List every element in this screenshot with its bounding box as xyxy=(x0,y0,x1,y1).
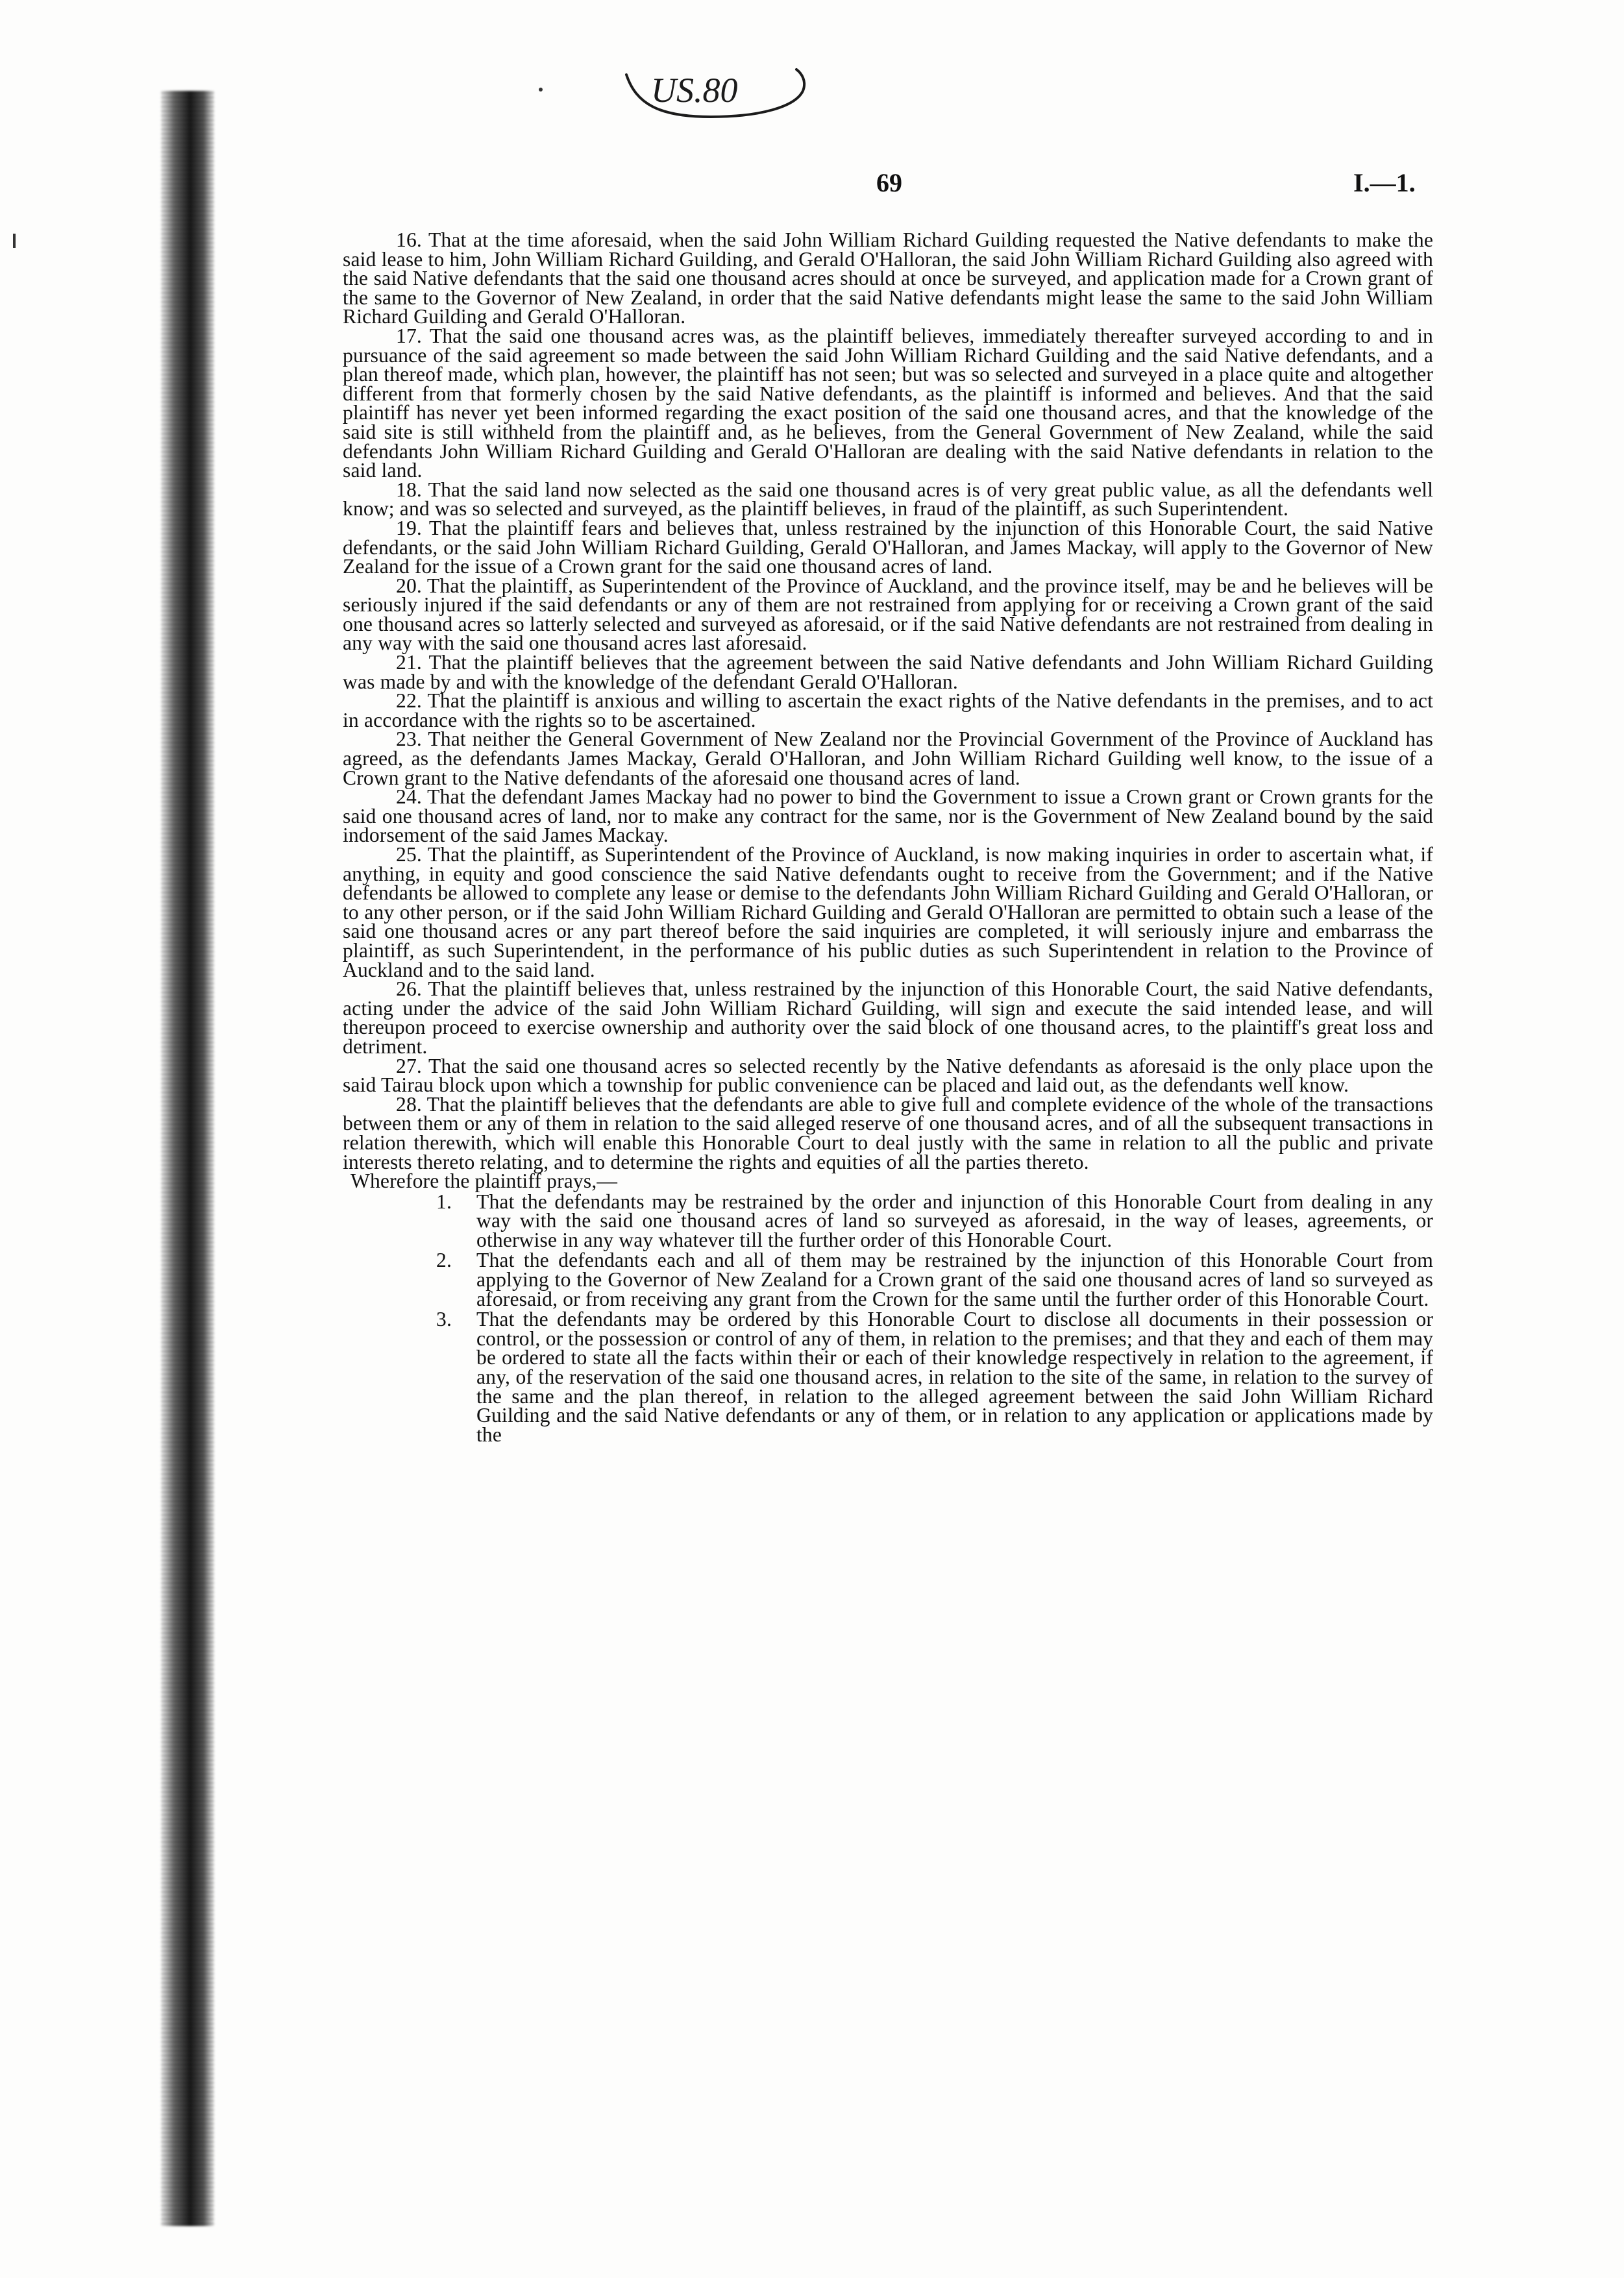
binding-edge-shadow xyxy=(161,91,214,2226)
ink-dot xyxy=(539,88,543,92)
paragraph-27: 27. That the said one thousand acres so selected recently by the Native defendants as aforesaid is the only place upon the said Tairau block upon which a township for public convenience can be placed and laid out, as the defendants well know. xyxy=(343,1054,1433,1097)
prayer-item-number: 1. xyxy=(436,1190,452,1213)
prayer-item-number: 2. xyxy=(436,1249,452,1272)
paragraph-18: 18. That the said land now selected as the said one thousand acres is of very great public value, as all the defendants well know; and was so selected and surveyed, as the plaintiff believes, in fraud of the plaintiff, as such Superintendent. xyxy=(343,478,1433,521)
prayer-item-number: 3. xyxy=(436,1308,452,1331)
paragraph-20: 20. That the plaintiff, as Superintendent of the Province of Auckland, and the province itself, may be and he believes will be seriously injured if the said defendants or any of them are not restrained from applying for or receiving a Crown grant of the said one thousand acres so latterly selected and surveyed as aforesaid, or if the said Native defendants are not restrained from dealing in any way with the said one thousand acres last aforesaid. xyxy=(343,574,1433,655)
document-body xyxy=(343,230,1433,1444)
paragraph-17: 17. That the said one thousand acres was, as the plaintiff believes, immediately thereafter surveyed according to and in pursuance of the said agreement so made between the said John William Richard Guilding and the said Native defendants, and a plan thereof made, which plan, however, the plaintiff has not seen; but was so selected and surveyed in a place quite and altogether different from that formerly chosen by the said Native defendants, as the plaintiff is informed and believes. And that the said plaintiff has never yet been informed regarding the exact position of the said one thousand acres, and that the knowledge of the said site is still withheld from the plaintiff and, as he believes, from the General Government of New Zealand, while the said defendants John William Richard Guilding and Gerald O'Halloran are dealing with the said Native defendants in relation to the said land. xyxy=(343,324,1433,482)
prayer-item-text: That the defendants may be restrained by the order and injunction of this Honorable Court from dealing in any way with the said one thousand acres of land so surveyed as aforesaid, in the way of leases, agreements, or otherwise in any way whatever till the further order of this Honorable Court. xyxy=(476,1190,1433,1251)
paragraph-19: 19. That the plaintiff fears and believes that, unless restrained by the injunction of this Honorable Court, the said Native defendants, or the said John William Richard Guilding, Gerald O'Halloran, and James Mackay, will apply to the Governor of New Zealand for the issue of a Crown grant for the said one thousand acres of land. xyxy=(343,516,1433,578)
handwritten-ref-text: US.80 xyxy=(651,71,738,110)
margin-mark xyxy=(13,234,16,248)
paragraph-25: 25. That the plaintiff, as Superintendent of the Province of Auckland, is now making inquiries in order to ascertain what, if anything, in equity and good conscience the said Native defendants ought to receive from the Government; and if the Native defendants be allowed to complete any lease or demise to the defendants John William Richard Guilding and Gerald O'Halloran, or to any other person, or if the said John William Richard Guilding and Gerald O'Halloran are permitted to obtain such a lease of the said one thousand acres or any part thereof before the said inquiries are completed, it will seriously injure and embarrass the plaintiff, as such Superintendent, in the performance of his public duties as such Superintendent in relation to the Province of Auckland and to the said land. xyxy=(343,843,1433,981)
prayer-item-text: That the defendants each and all of them may be restrained by the injunction of this Honorable Court from applying to the Governor of New Zealand for a Crown grant of the said one thousand acres of land so surveyed as aforesaid, or from receiving any grant from the Crown for the same until the further order of this Honorable Court. xyxy=(476,1249,1433,1310)
paragraph-16: 16. That at the time aforesaid, when the said John William Richard Guilding requested the Native defendants to make the said lease to him, John William Richard Guilding, and Gerald O'Halloran, the said John William Richard Guilding also agreed with the said Native defendants that the said one thousand acres should at once be surveyed, and application made for a Crown grant of the same to the Governor of New Zealand, in order that the said Native defendants might lease the same to the said John William Richard Guilding and Gerald O'Halloran. xyxy=(343,228,1433,328)
page-number: 69 xyxy=(876,168,902,197)
paragraph-21: 21. That the plaintiff believes that the agreement between the said Native defendants and John William Richard Guilding was made by and with the knowledge of the defendant Gerald O'Halloran. xyxy=(343,651,1433,693)
prayer-list xyxy=(343,1192,1433,1445)
prayer-item xyxy=(343,1192,1433,1250)
paragraph-26: 26. That the plaintiff believes that, unless restrained by the injunction of this Honorable Court, the said Native defendants, acting under the advice of the said John William Richard Guilding, will sign and execute the said intended lease, and will thereupon proceed to exercise ownership and authority over the said block of one thousand acres, to the plaintiff's great loss and detriment. xyxy=(343,977,1433,1058)
prayer-item-text: That the defendants may be ordered by this Honorable Court to disclose all documents in their possession or control, or the possession or control of any of them, in relation to the premises; and that they and each of them may be ordered to state all the facts within their or each of their knowledge respectively in relation to the agreement, if any, of the reservation of the said one thousand acres, in relation to the site of the same, in relation to the survey of the same and the plan thereof, in relation to the alleged agreement between the said John William Richard Guilding and the said Native defendants or any of them, or in relation to any application or applications made by the xyxy=(476,1308,1433,1446)
paragraph-28: 28. That the plaintiff believes that the defendants are able to give full and complete evidence of the whole of the transactions between them or any of them in relation to the said alleged reserve of one thousand acres, and of all the subsequent transactions in relation therewith, which will enable this Honorable Court to deal justly with the same in relation to all the public and private interests thereto relating, and to determine the rights and equities of all the parties thereto. xyxy=(343,1092,1433,1173)
prayer-item xyxy=(343,1310,1433,1444)
series-reference: I.—1. xyxy=(1353,168,1416,197)
prayer-item xyxy=(343,1251,1433,1308)
handwritten-reference-stamp xyxy=(620,55,815,127)
prayer-intro: Wherefore the plaintiff prays,— xyxy=(351,1170,618,1193)
paragraph-22: 22. That the plaintiff is anxious and willing to ascertain the exact rights of the Native defendants in the premises, and to act in accordance with the rights so to be ascertained. xyxy=(343,689,1433,731)
paragraph-24: 24. That the defendant James Mackay had no power to bind the Government to issue a Crown grant or Crown grants for the said one thousand acres of land, nor to make any contract for the same, nor is the Government of New Zealand bound by the said indorsement of the said James Mackay. xyxy=(343,785,1433,847)
paragraph-23: 23. That neither the General Government of New Zealand nor the Provincial Government of the Province of Auckland has agreed, as the defendants James Mackay, Gerald O'Halloran, and John William Richard Guilding well know, to the issue of a Crown grant to the Native defendants of the aforesaid one thousand acres of land. xyxy=(343,728,1433,789)
